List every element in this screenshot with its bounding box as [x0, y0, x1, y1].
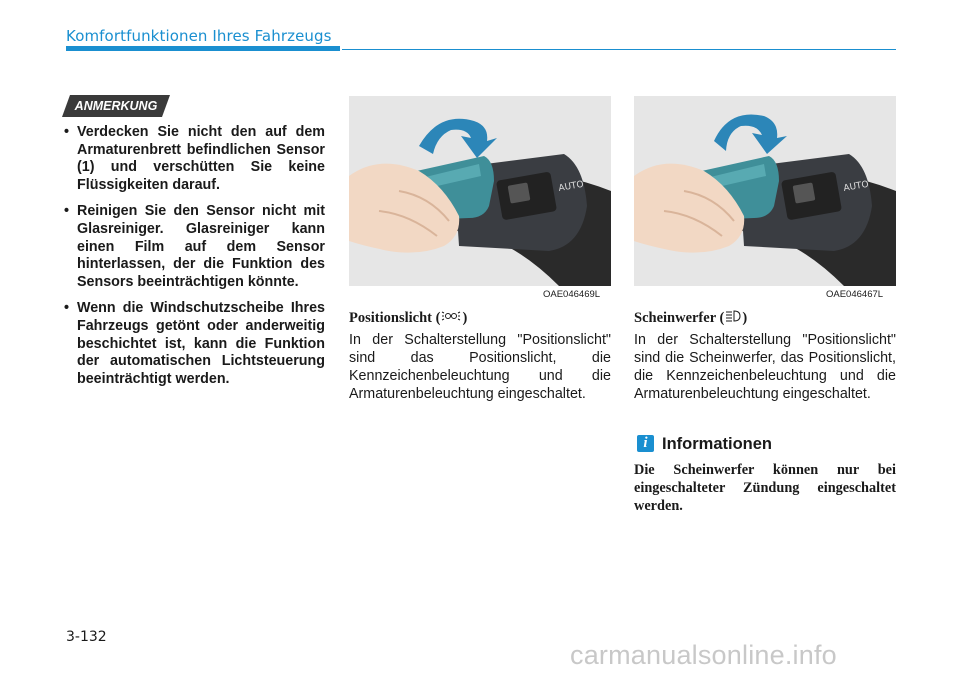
note-badge-label: ANMERKUNG [74, 99, 158, 113]
heading-text: ) [462, 309, 468, 326]
note-item: • Wenn die Windschutzscheibe Ihres Fahrzeugs getönt oder anderweitig beschichtet ist, kann die Funktion der automatischen Lichtsteuerung beeinträchtigt werden. [64, 300, 325, 388]
page-number: 3-132 [66, 629, 107, 645]
section-heading-position-light [349, 309, 467, 328]
heading-text: Scheinwerfer ( [634, 309, 725, 326]
svg-text:AUTO: AUTO [557, 179, 585, 194]
section-header-title: Komfortfunktionen Ihres Fahrzeugs [66, 27, 332, 45]
note-item: • Reinigen Sie den Sensor nicht mit Glasreiniger. Glasreiniger kann einen Film auf dem Sensor hinterlassen, der die Funktion des Sensors beeinträchtigen könnte. [64, 203, 325, 291]
header-rule [342, 49, 896, 50]
figure-code: OAE046469L [543, 289, 601, 300]
note-badge [62, 95, 170, 117]
section-body-headlight: In der Schalterstellung "Positionslicht" sind die Scheinwerfer, das Positionslicht, die Kennzeichenbeleuchtung und die Armaturenbeleuchtung eingeschaltet. [634, 332, 896, 402]
figure-headlight [634, 96, 896, 286]
info-title: Informationen [662, 435, 772, 453]
heading-text: ) [742, 309, 748, 326]
header-accent-bar [66, 46, 340, 51]
watermark: carmanualsonline.info [570, 640, 837, 670]
section-heading-headlight [634, 309, 747, 328]
info-text: Die Scheinwerfer können nur bei eingeschalteter Zündung eingeschaltet werden. [634, 462, 896, 514]
headlight-icon [725, 309, 741, 328]
heading-text: Positionslicht ( [349, 309, 441, 326]
note-list [64, 124, 325, 397]
info-icon: i [637, 435, 654, 452]
note-item: • Verdecken Sie nicht den auf dem Armaturenbrett befindlichen Sensor (1) und verschütten Sie keine Flüssigkeiten darauf. [64, 124, 325, 194]
figure-position-light [349, 96, 611, 286]
section-body-position-light: In der Schalterstellung "Positionslicht" sind das Positionslicht, die Kennzeichenbeleuchtung und die Armaturenbeleuchtung eingeschaltet. [349, 332, 611, 402]
light-switch-illustration [634, 96, 896, 286]
svg-text:AUTO: AUTO [842, 179, 870, 194]
position-light-icon [441, 309, 461, 328]
light-switch-illustration [349, 96, 611, 286]
figure-code: OAE046467L [826, 289, 884, 300]
